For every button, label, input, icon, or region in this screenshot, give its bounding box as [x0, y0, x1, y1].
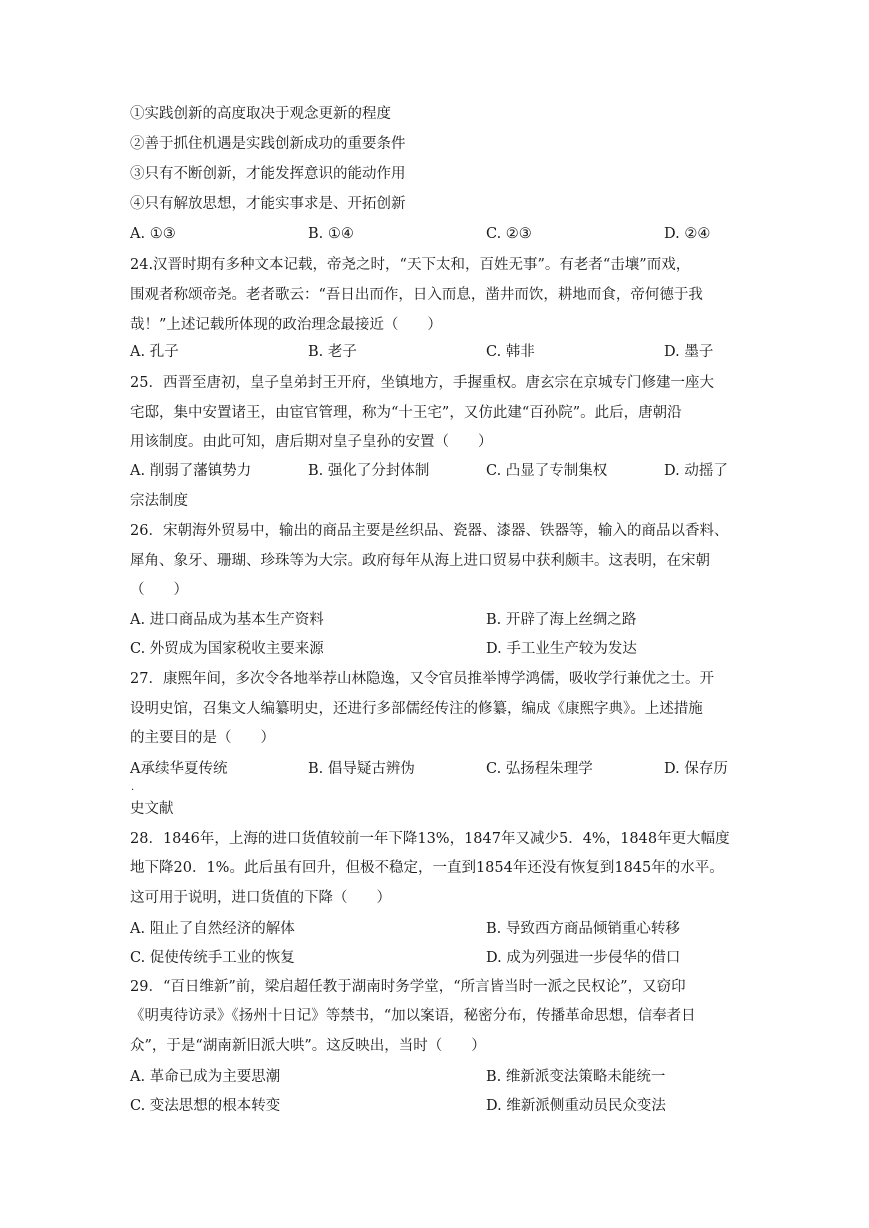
q28-option-b: B. 导致西方商品倾销重心转移: [486, 921, 680, 937]
q24-option-d: D. 墨子: [664, 344, 714, 360]
q29-option-b: B. 维新派变法策略未能统一: [486, 1069, 666, 1085]
q23-option-d: D. ②④: [664, 226, 711, 242]
q28-stem-line: 这可用于说明，进口货值的下降（ ）: [130, 890, 391, 906]
q25-stem-line: 25．西晋至唐初，皇子皇弟封王开府，坐镇地方，手握重权。唐玄宗在京城专门修建一座大: [130, 375, 714, 391]
q27-option-d: D. 保存历: [664, 761, 728, 777]
q27-stem-line: 设明史馆，召集文人编纂明史，还进行多部儒经传注的修纂，编成《康熙字典》。上述措施: [130, 701, 703, 717]
q24-stem-line: 24.汉晋时期有多种文本记载，帝尧之时，“天下太和，百姓无事”。有老者“击壤”而戏，: [130, 257, 691, 273]
q28-stem-line: 地下降20．1%。此后虽有回升，但极不稳定，一直到1854年还没有恢复到1845年的水平。: [130, 860, 724, 876]
q26-option-d: D. 手工业生产较为发达: [486, 641, 637, 657]
q25-option-a: A. 削弱了藩镇势力: [130, 463, 252, 479]
q23-option-a: A. ①③: [130, 226, 176, 242]
q29-stem-line: 《明夷待访录》《扬州十日记》等禁书，“加以案语，秘密分布，传播革命思想，信奉者日: [130, 1008, 696, 1024]
q25-stem-line: 用该制度。由此可知，唐后期对皇子皇孙的安置（ ）: [130, 434, 493, 450]
q29-option-c: C. 变法思想的根本转变: [130, 1098, 281, 1114]
q29-stem-line: 29．“百日维新”前，梁启超任教于湖南时务学堂，“所言皆当时一派之民权论”，又窃印: [130, 979, 686, 995]
q27-stem-line: 的主要目的是（ ）: [130, 730, 275, 746]
q29-option-d: D. 维新派侧重动员民众变法: [486, 1098, 666, 1114]
q26-option-a: A. 进口商品成为基本生产资料: [130, 612, 324, 628]
q29-option-a: A. 革命已成为主要思潮: [130, 1069, 281, 1085]
statement-4: ④只有解放思想，才能实事求是、开拓创新: [130, 196, 406, 212]
q27-option-b: B. 倡导疑古辨伪: [308, 761, 415, 777]
q24-option-a: A. 孔子: [130, 344, 179, 360]
q23-option-c: C. ②③: [486, 226, 532, 242]
q24-stem-line: 哉！”上述记载所体现的政治理念最接近（ ）: [130, 317, 442, 333]
q25-option-d: D. 动摇了: [664, 463, 728, 479]
q25-option-d-wrap: 宗法制度: [130, 493, 188, 509]
q26-option-b: B. 开辟了海上丝绸之路: [486, 612, 637, 628]
q25-option-b: B. 强化了分封体制: [308, 463, 430, 479]
statement-1: ①实践创新的高度取决于观念更新的程度: [130, 106, 391, 122]
q27-option-d-wrap: 史文献: [130, 801, 174, 817]
q24-stem-line: 围观者称颂帝尧。老者歌云：“吾日出而作，日入而息，凿井而饮，耕地而食，帝何德于我: [130, 287, 703, 303]
q28-option-d: D. 成为列强进一步侵华的借口: [486, 950, 681, 966]
q29-stem-line: 众”，于是“湖南新旧派大哄”。这反映出，当时（ ）: [130, 1038, 486, 1054]
q26-stem-line: 26．宋朝海外贸易中，输出的商品主要是丝织品、瓷器、漆器、铁器等，输入的商品以香料、: [130, 523, 729, 539]
q28-stem-line: 28．1846年，上海的进口货值较前一年下降13%，1847年又减少5．4%，1848年更大幅度: [130, 831, 730, 847]
q26-stem-line: 犀角、象牙、珊瑚、珍珠等为大宗。政府每年从海上进口贸易中获利颇丰。这表明，在宋朝: [130, 553, 710, 569]
q25-option-c: C. 凸显了专制集权: [486, 463, 608, 479]
q26-option-c: C. 外贸成为国家税收主要来源: [130, 641, 324, 657]
q27-option-c: C. 弘扬程朱理学: [486, 761, 593, 777]
q28-option-a: A. 阻止了自然经济的解体: [130, 921, 295, 937]
q23-option-b: B. ①④: [308, 226, 354, 242]
q24-option-b: B. 老子: [308, 344, 357, 360]
q25-stem-line: 宅邸，集中安置诸王，由宦官管理，称为“十王宅”，又仿此建“百孙院”。此后，唐朝沿: [130, 405, 682, 421]
q27-stem-line: 27．康熙年间，多次令各地举荐山林隐逸，又令官员推举博学鸿儒，吸收学行兼优之士。开: [130, 671, 714, 687]
statement-2: ②善于抓住机遇是实践创新成功的重要条件: [130, 136, 406, 152]
q26-stem-line: （ ）: [130, 582, 188, 598]
q28-option-c: C. 促使传统手工业的恢复: [130, 950, 295, 966]
q27-option-a: A承续华夏传统: [130, 761, 228, 777]
q24-option-c: C. 韩非: [486, 344, 535, 360]
statement-3: ③只有不断创新，才能发挥意识的能动作用: [130, 166, 406, 182]
emphasis-dot: ·: [131, 785, 135, 796]
